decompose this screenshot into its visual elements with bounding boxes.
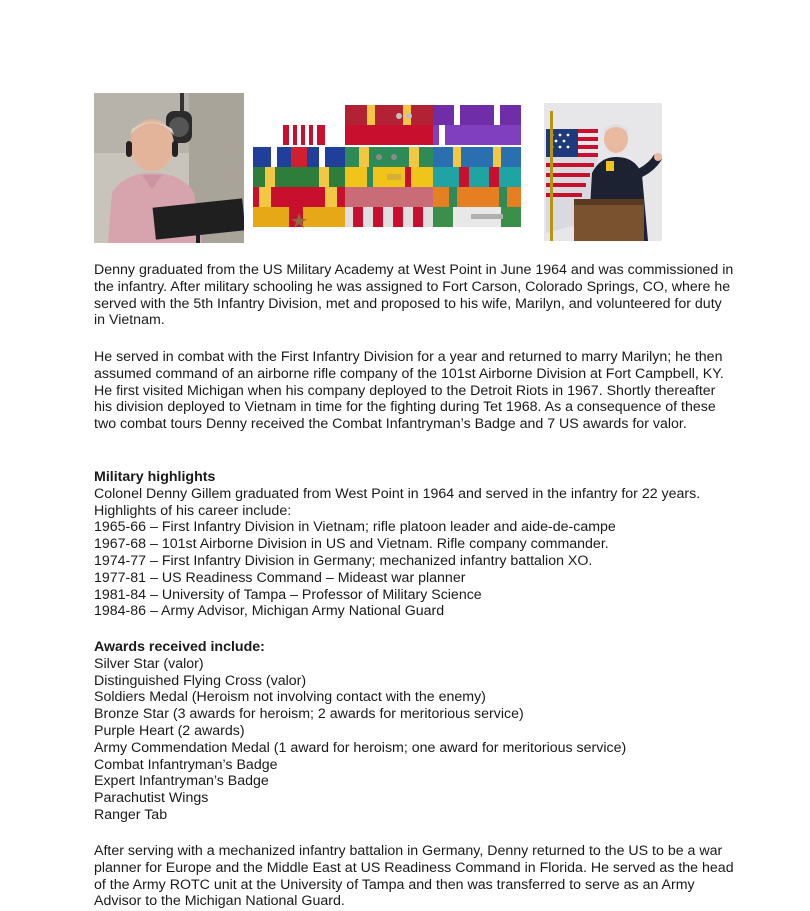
list-item: Bronze Star (3 awards for heroism; 2 awards for meritorious service) [94, 706, 524, 723]
closing-paragraph: After serving with a mechanized infantry battalion in Germany, Denny returned to the US to be a war planner for Europe and the Middle East at US Readiness Command in Florida. He served as the head of the Army ROTC unit at the University of Tampa and then was transferred to serve as an Army Advisor to the Michigan National Guard. [94, 843, 734, 910]
list-item: 1974-77 – First Infantry Division in Germany; mechanized infantry battalion XO. [94, 552, 593, 569]
list-item: 1984-86 – Army Advisor, Michigan Army National Guard [94, 603, 445, 620]
list-item: Distinguished Flying Cross (valor) [94, 672, 307, 689]
bio-text [94, 262, 734, 329]
awards-heading: Awards received include: [94, 639, 265, 655]
list-item: 1967-68 – 101st Airborne Division in US and Vietnam. Rifle company commander. [94, 536, 609, 553]
intro-paragraph-1: Denny graduated from the US Military Academy at West Point in June 1964 and was commissioned in the infantry. After military schooling he was assigned to Fort Carson, Colorado Springs, CO, where he served with the 5th Infantry Division, met and proposed to his wife, Marilyn, and volunteered for duty in Vietnam. [94, 262, 734, 329]
service-ribbons-icon [249, 101, 538, 231]
intro-paragraph-2: He served in combat with the First Infantry Division for a year and returned to marry Marilyn; he then assumed command of an airborne rifle company of the 101st Airborne Division at Fort Campbell, KY. He first visited Michigan when his company deployed to the Detroit Riots in 1967. Shortly thereafter his division deployed to Vietnam in time for the fighting during Tet 1968. As a consequence of these two combat tours Denny received the Combat Infantryman’s Badge and 7 US awards for valor. [94, 349, 724, 433]
photo-podium-speaker [544, 103, 662, 241]
list-item: Parachutist Wings [94, 790, 209, 807]
military-highlights-summary: Colonel Denny Gillem graduated from West Point in 1964 and served in the infantry for 22 years. Highlights of his career include: [94, 485, 701, 519]
list-item: Silver Star (valor) [94, 655, 204, 672]
closing-section [94, 843, 734, 910]
list-item: 1977-81 – US Readiness Command – Mideast war planner [94, 569, 466, 586]
awards-list [94, 656, 734, 824]
list-item: Army Commendation Medal (1 award for heroism; one award for meritorious service) [94, 739, 627, 756]
military-highlights-section [94, 469, 734, 620]
list-item: Ranger Tab [94, 806, 168, 823]
list-item: Soldiers Medal (Heroism not involving contact with the enemy) [94, 689, 486, 706]
list-item: 1965-66 – First Infantry Division in Vietnam; rifle platoon leader and aide-de-campe [94, 519, 616, 536]
highlights-list [94, 519, 734, 620]
person-at-podium-icon [544, 103, 662, 241]
military-highlights-heading: Military highlights [94, 469, 216, 485]
ribbon-rack [249, 101, 538, 231]
bio-text-2 [94, 349, 734, 433]
list-item: Expert Infantryman’s Badge [94, 773, 269, 790]
person-at-microphone-icon [94, 93, 244, 243]
list-item: Combat Infantryman’s Badge [94, 756, 278, 773]
list-item: 1981-84 – University of Tampa – Professor of Military Science [94, 586, 482, 603]
photo-studio-microphone [94, 93, 244, 243]
awards-section [94, 639, 734, 824]
list-item: Purple Heart (2 awards) [94, 722, 245, 739]
